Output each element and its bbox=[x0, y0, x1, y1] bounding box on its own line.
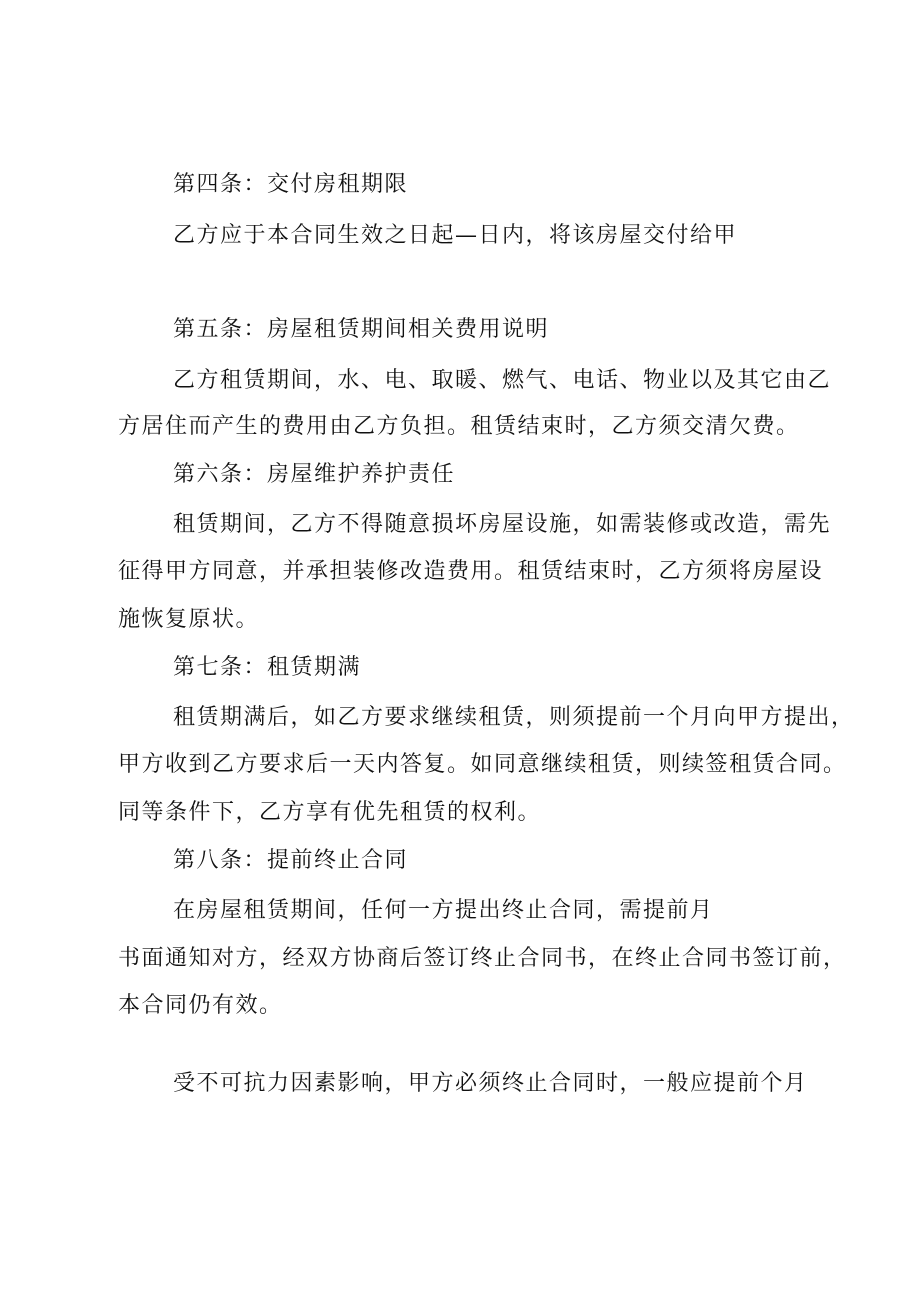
article-8-text-line-2: 书面通知对方，经双方协商后签订终止合同书，在终止合同书签订前， bbox=[118, 946, 847, 971]
article-8-heading: 第八条：提前终止合同 bbox=[173, 848, 409, 873]
article-4-heading: 第四条：交付房租期限 bbox=[173, 172, 409, 197]
article-6-text-line-1: 租赁期间，乙方不得随意损坏房屋设施，如需装修或改造，需先 bbox=[173, 512, 832, 537]
article-7-text-line-1: 租赁期满后，如乙方要求继续租赁，则须提前一个月向甲方提出， bbox=[173, 705, 855, 730]
article-7-text-line-2: 甲方收到乙方要求后一天内答复。如同意继续租赁，则续签租赁合同。 bbox=[118, 752, 847, 777]
article-8-text-line-3: 本合同仍有效。 bbox=[118, 993, 283, 1018]
article-5-text-line-2: 方居住而产生的费用由乙方负担。租赁结束时，乙方须交清欠费。 bbox=[118, 414, 800, 439]
article-6-heading: 第六条：房屋维护养护责任 bbox=[173, 462, 456, 487]
article-6-text-line-2: 征得甲方同意，并承担装修改造费用。租赁结束时，乙方须将房屋设 bbox=[118, 559, 824, 584]
article-4-text: 乙方应于本合同生效之日起—日内，将该房屋交付给甲 bbox=[173, 223, 738, 248]
article-5-text-line-1: 乙方租赁期间，水、电、取暖、燃气、电话、物业以及其它由乙 bbox=[173, 368, 832, 393]
force-majeure-text: 受不可抗力因素影响，甲方必须终止合同时，一般应提前个月 bbox=[173, 1071, 808, 1096]
article-5-heading: 第五条：房屋租赁期间相关费用说明 bbox=[173, 317, 550, 342]
article-7-heading: 第七条：租赁期满 bbox=[173, 655, 362, 680]
article-6-text-line-3: 施恢复原状。 bbox=[118, 607, 260, 632]
article-8-text-line-1: 在房屋租赁期间，任何一方提出终止合同，需提前月 bbox=[173, 898, 714, 923]
article-7-text-line-3: 同等条件下，乙方享有优先租赁的权利。 bbox=[118, 800, 542, 825]
